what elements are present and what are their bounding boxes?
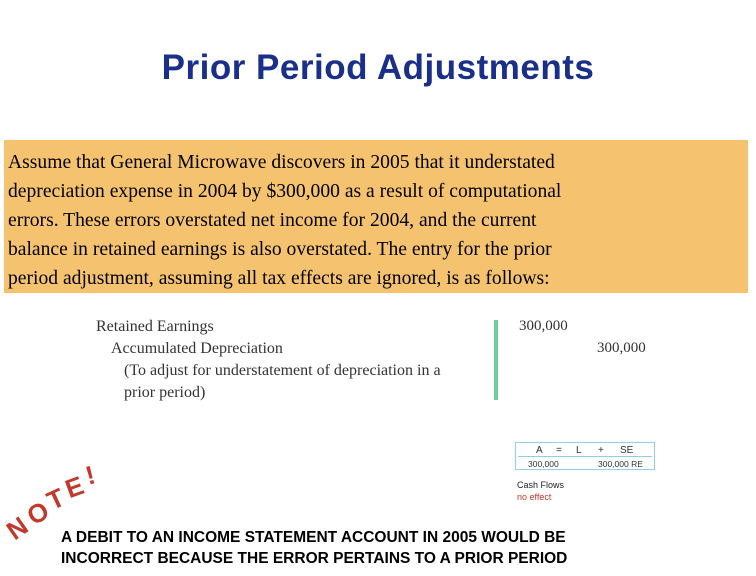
credit-account: Accumulated Depreciation <box>111 340 283 357</box>
scenario-text-box: Assume that General Microwave discovers in 2005 that it understated depreciation expense in 2004 by $300,000 as a result of computational errors. These errors overstated net income for 2004, and the current balance in retained earnings is also overstated. The entry for the prior period adjustment, assuming all tax effects are ignored, is as follows: <box>4 140 748 293</box>
entry-explanation-line1: (To adjust for understatement of depreciation in a <box>124 362 441 379</box>
warning-text: A DEBIT TO AN INCOME STATEMENT ACCOUNT IN 2005 WOULD BE INCORRECT BECAUSE THE ERROR PERTAINS TO A PRIOR PERIOD <box>61 529 568 567</box>
note-letter-n: N <box>0 510 34 546</box>
equation-equity-header: SE <box>620 445 634 456</box>
note-letter-e: E <box>61 469 88 505</box>
credit-amount: 300,000 <box>597 340 646 356</box>
note-letter-t: T <box>42 482 70 516</box>
cash-flows-value: no effect <box>517 492 552 502</box>
equation-rule <box>518 456 652 457</box>
accounting-equation-box <box>515 442 655 470</box>
equation-asset-header: A <box>536 445 543 456</box>
equation-plus-sign: + <box>598 445 604 456</box>
equation-asset-value: 300,000 <box>528 459 559 469</box>
note-exclamation: ! <box>82 459 99 491</box>
debit-amount: 300,000 <box>519 318 568 334</box>
debit-account: Retained Earnings <box>96 318 214 335</box>
entry-divider <box>494 320 498 400</box>
note-letter-o: O <box>21 495 55 532</box>
entry-explanation-line2: prior period) <box>124 384 206 401</box>
page-title: Prior Period Adjustments <box>161 48 595 87</box>
equation-liability-header: L <box>576 445 582 456</box>
equation-equals-sign: = <box>556 445 562 456</box>
equation-equity-value: 300,000 RE <box>598 459 643 469</box>
cash-flows-label: Cash Flows <box>517 480 565 490</box>
